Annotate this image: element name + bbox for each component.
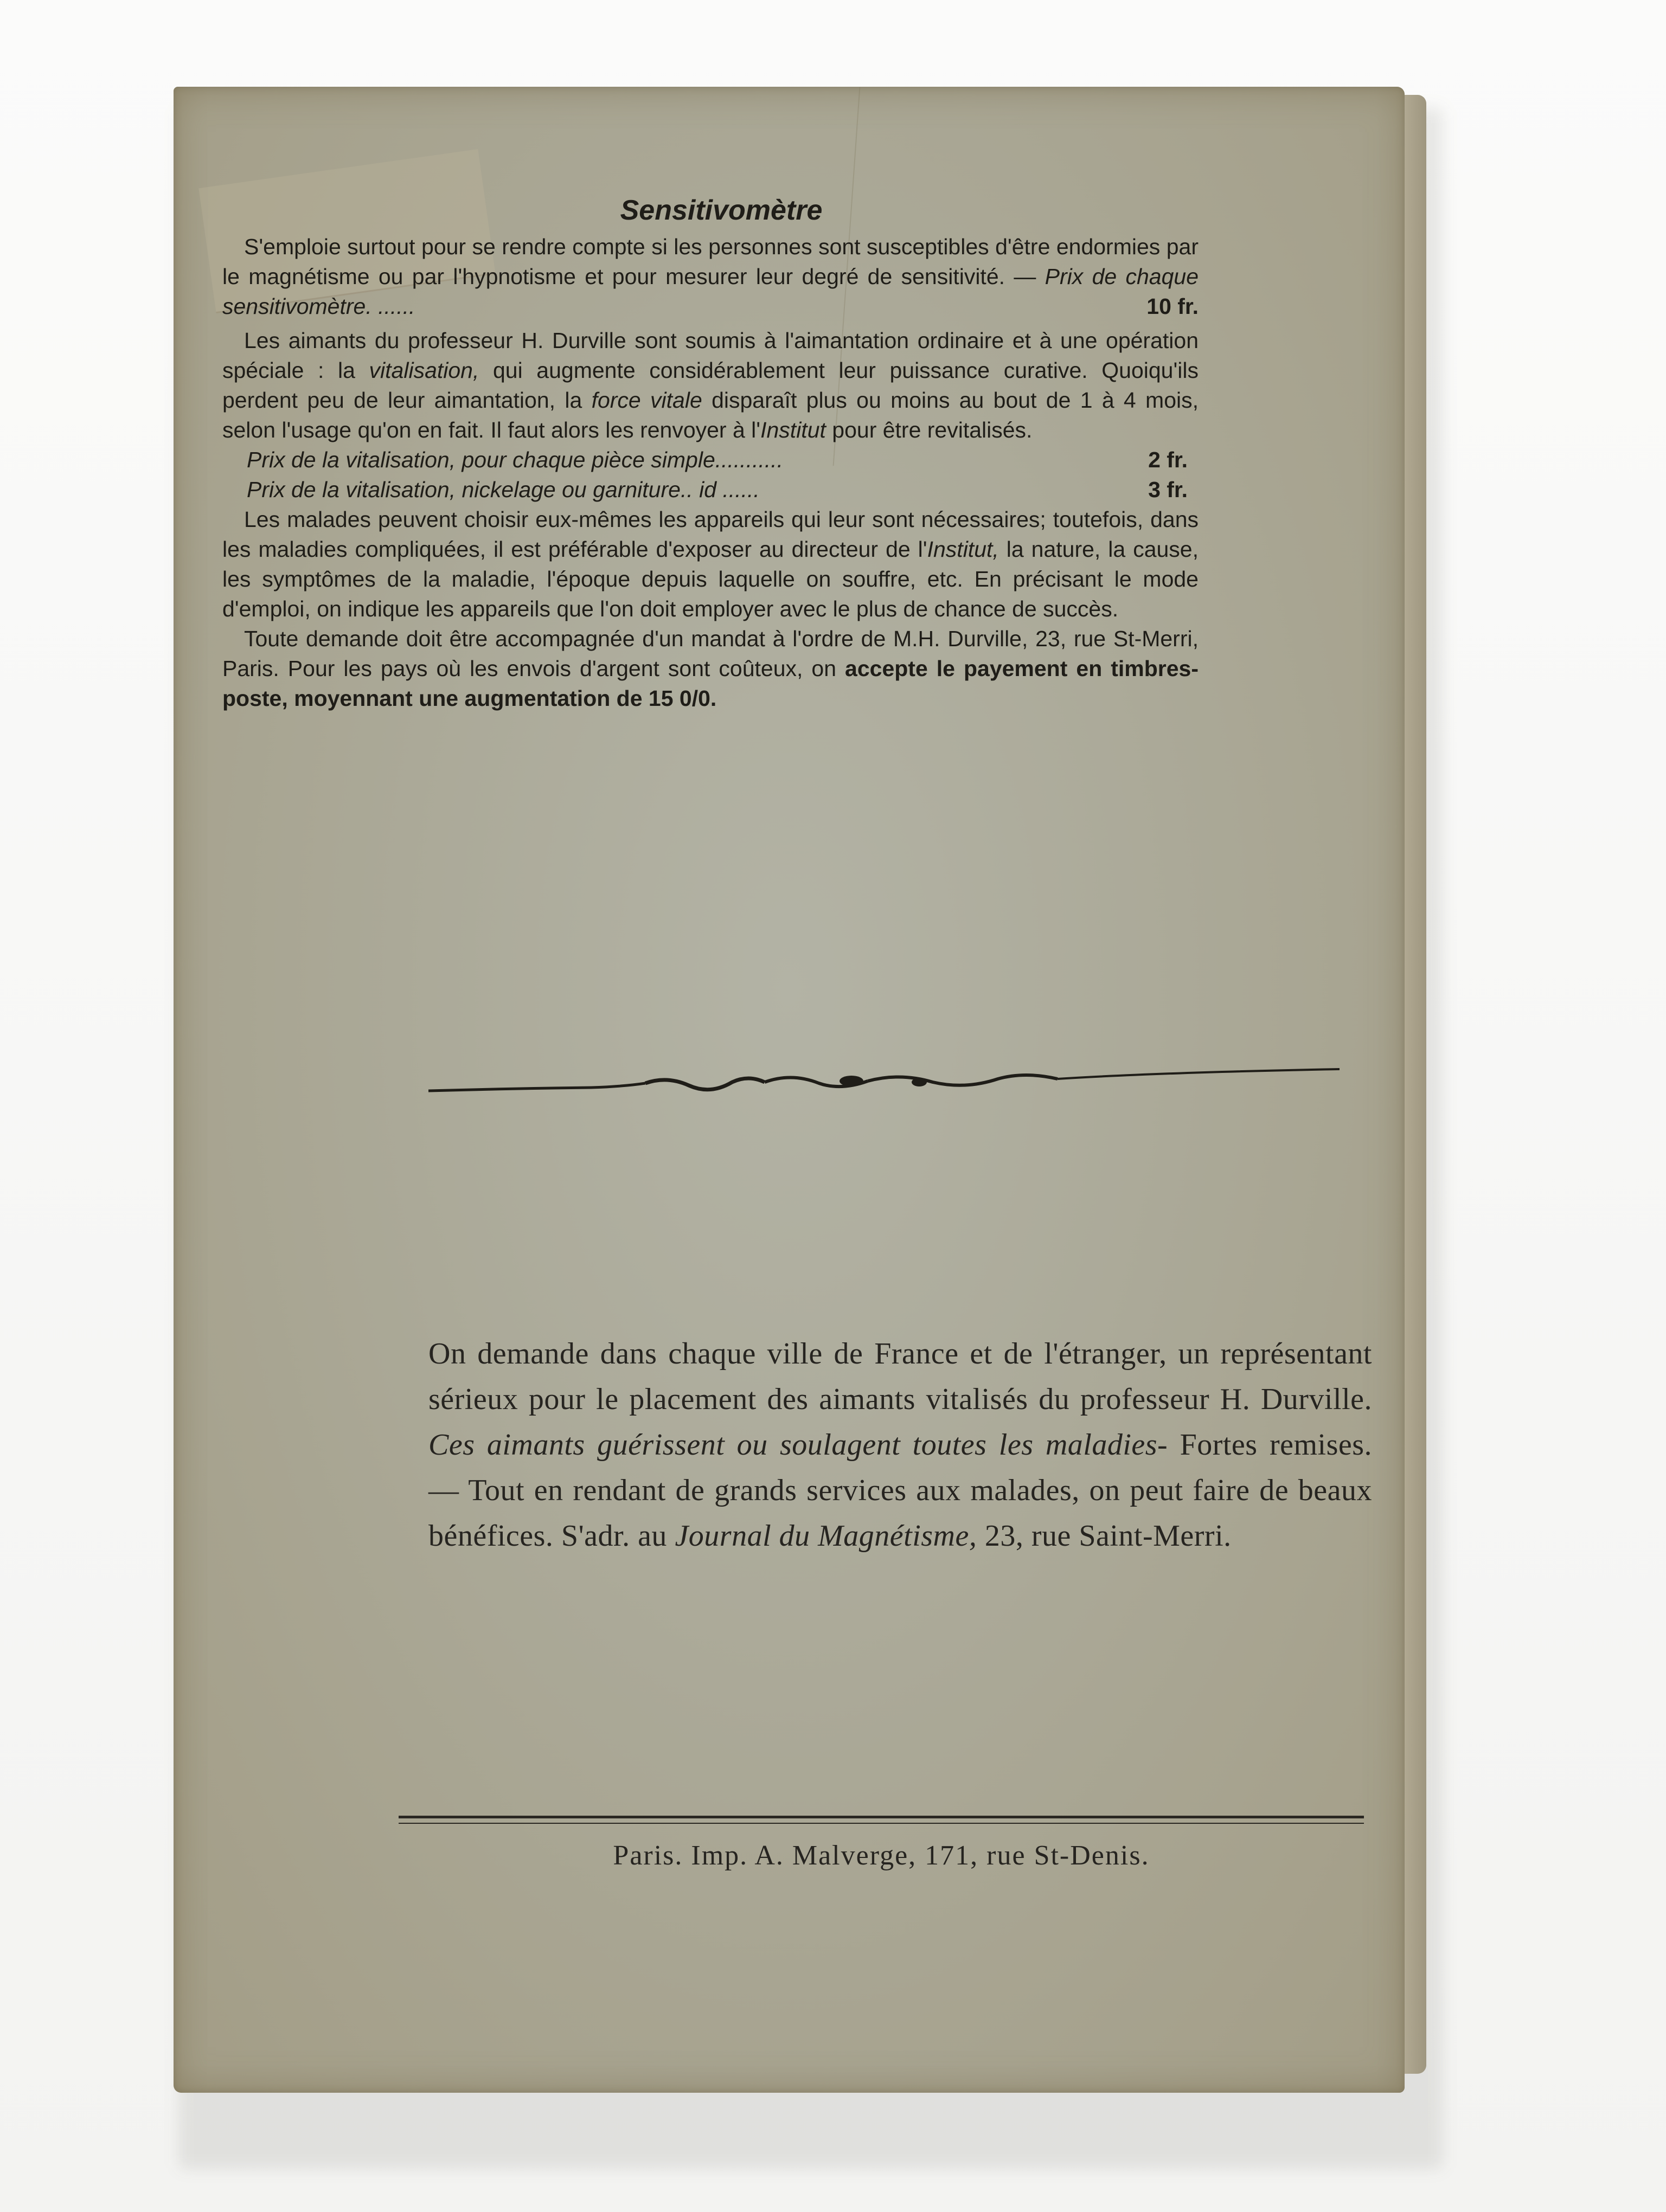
advertisement — [428, 1331, 1372, 1559]
paragraph-vitalisation: Les aimants du professeur H. Durville sont soumis à l'aimantation ordinaire et à une opération spéciale : la vitalisation, qui augmente considérablement leur puissance curative. Quoiqu'ils perdent peu de leur aimantation, la force vitale disparaît plus ou moins au bout de 1 à 4 mois, selon l'usage qu'on en fait. Il faut alors les renvoyer à l'Institut pour être revitalisés. — [222, 328, 1199, 442]
price-value: 10 fr. — [1146, 294, 1199, 319]
imprint-rule-thin — [399, 1823, 1364, 1824]
price-line-simple: Prix de la vitalisation, pour chaque pièce simple........... 2 fr. — [247, 447, 1188, 472]
advert-paragraph: On demande dans chaque ville de France et de l'étranger, un représentant sérieux pour le placement des aimants vitalisés du professeur H. Durville. Ces aimants guérissent ou soulagent toutes les maladies- Fortes remises. — Tout en rendant de grands services aux malades, on peut faire de beaux bénéfices. S'adr. au Journal du Magnétisme, 23, rue Saint-Merri. — [428, 1337, 1373, 1553]
ornamental-divider — [428, 1063, 1340, 1101]
printer-imprint: Paris. Imp. A. Malverge, 171, rue St-Denis. — [613, 1840, 1150, 1871]
section-title: Sensitivomètre — [620, 195, 823, 226]
sensitivometre-section — [222, 191, 1199, 718]
paragraph-demande: Toute demande doit être accompagnée d'un mandat à l'ordre de M.H. Durville, 23, rue St-Merri, Paris. Pour les pays où les envois d'argent sont coûteux, on accepte le payement en timbres-poste, moyennant une augmentation de 15 0/0. — [222, 626, 1199, 711]
price-label: Prix de chaque sensitivomètre. ...... — [222, 264, 1199, 319]
imprint-rule-thick — [399, 1816, 1364, 1818]
price-line-nickel: Prix de la vitalisation, nickelage ou garniture.. id ...... 3 fr. — [247, 477, 1188, 502]
paragraph-sensitivometre: S'emploie surtout pour se rendre compte si les personnes sont susceptibles d'être endormies par le magnétisme ou par l'hypnotisme et pour mesurer leur degré de sensitivité. — Prix de chaque sensitivomètre. ...... 10 fr. — [222, 232, 1199, 321]
paragraph-malades: Les malades peuvent choisir eux-mêmes les appareils qui leur sont nécessaires; toutefois, dans les maladies compliquées, il est préférable d'exposer au directeur de l'Institut, la nature, la cause, les symptômes de la maladie, l'époque depuis laquelle on souffre, etc. En précisant le mode d'emploi, on indique les appareils que l'on doit employer avec le plus de chance de succès. — [222, 507, 1199, 621]
